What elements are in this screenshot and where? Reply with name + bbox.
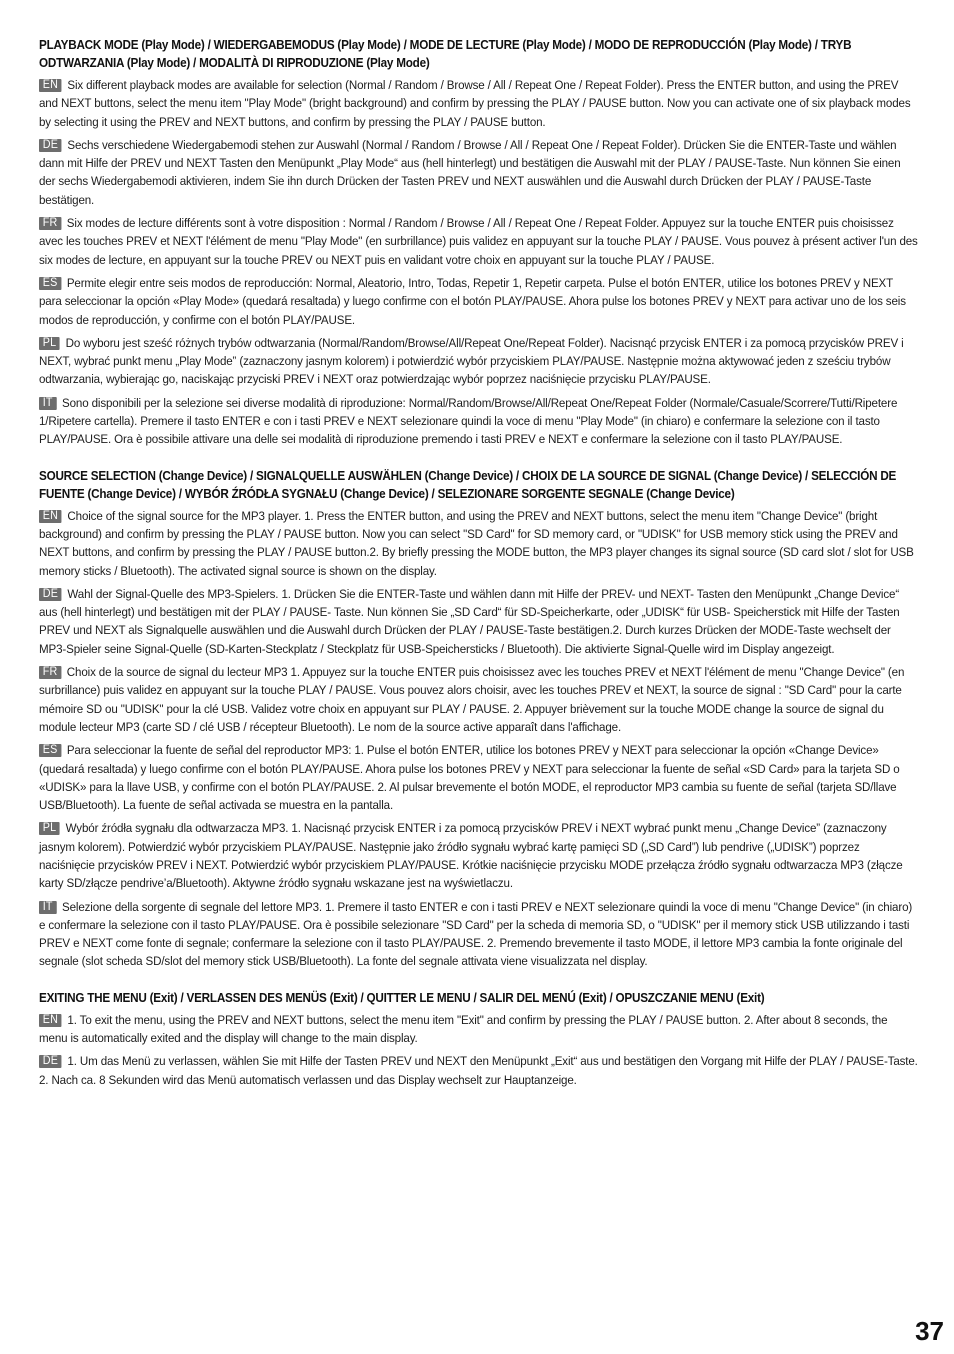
- paragraph-text: Sechs verschiedene Wiedergabemodi stehen zur Auswahl (Normal / Random / Browse / All / Repeat One / Repeat Folder). Drücken Sie die ENTER-Taste und wählen dann mit Hilfe der PREV und NEXT Tasten den Menüpunkt „Play Mode“ aus (hell hinterlegt) und bestätigen die Auswahl mit der PLAY / PAUSE-Taste. Nun können Sie einen der sechs Wiedergabemodi aktivieren, indem Sie ihn durch Drücken der Tasten PREV und NEXT auswählen und die Auswahl durch Drücken der PLAY / PAUSE-Taste bestätigen.: [39, 137, 901, 207]
- language-badge: DE: [39, 588, 62, 601]
- paragraph-text: Permite elegir entre seis modos de reproducción: Normal, Aleatorio, Intro, Todas, Repetir 1, Repetir carpeta. Pulse el botón ENTER, utilice los botones PREV y NEXT para seleccionar la opción «Play Mode» (quedará resaltada) y luego confirme con el botón PLAY/PAUSE. Ahora pulse los botones PREV y NEXT para activar uno de los seis modos de reproducción, y confirme con el botón PLAY/PAUSE.: [39, 275, 906, 327]
- paragraph-es: [39, 274, 918, 329]
- section-source-selection: [39, 467, 915, 971]
- language-badge: IT: [39, 397, 56, 410]
- language-badge: IT: [39, 901, 56, 914]
- paragraph-text: Para seleccionar la fuente de señal del reproductor MP3: 1. Pulse el botón ENTER, utilice los botones PREV y NEXT para seleccionar la opción «Change Device» (quedará resaltada) y luego confirme con el botón PLAY/PAUSE. Ahora pulse los botones PREV y NEXT para seleccionar la fuente de señal «SD Card» para la tarjeta SD o «UDISK» para la llave USB, y confirme con el botón PLAY/PAUSE. 2. Al pulsar brevemente el botón MODE, el reproductor MP3 cambia su fuente de señal (tarjeta SD/llave USB/Bluetooth). La fuente de señal activada se muestra en la pantalla.: [39, 743, 900, 813]
- paragraph-fr: [39, 663, 918, 736]
- paragraph-en: [39, 76, 918, 131]
- paragraph-de: [39, 1052, 918, 1089]
- paragraph-text: Six modes de lecture différents sont à votre disposition : Normal / Random / Browse / All / Repeat One / Repeat Folder. Appuyez sur la touche ENTER puis choisissez avec les touches PREV et NEXT l'élément de menu "Play Mode" (en surbrillance) puis validez en appuyant sur la touche PLAY / PAUSE. Vous pouvez à présent activer l'un des six modes de lecture, en appuyant sur la touche PREV ou NEXT puis en validant votre choix en appuyant sur la touche PLAY / PAUSE.: [39, 216, 918, 267]
- section-play-mode: [39, 36, 918, 449]
- page-content: [39, 36, 918, 1107]
- language-badge: PL: [39, 822, 60, 835]
- language-badge: EN: [39, 1014, 62, 1027]
- paragraph-it: [39, 394, 918, 449]
- paragraph-text: Six different playback modes are available for selection (Normal / Random / Browse / All / Repeat One / Repeat Folder). Press the ENTER button, and using the PREV and NEXT buttons, select the menu item "Play Mode" (bright background) and confirm by pressing the PLAY / PAUSE button. Now you can activate one of six playback modes by selecting it using the PREV and NEXT buttons, and confirm by pressing the PLAY / PAUSE button.: [39, 78, 911, 129]
- language-badge: DE: [39, 139, 62, 152]
- language-badge: EN: [39, 79, 62, 92]
- section-exit-menu: [39, 989, 918, 1089]
- section-heading: PLAYBACK MODE (Play Mode) / WIEDERGABEMODUS (Play Mode) / MODE DE LECTURE (Play Mode) / MODO DE REPRODUCCIÓN (Play Mode) / TRYB ODTWARZANIA (Play Mode) / MODALITÀ DI RIPRODUZIONE (Play Mode): [39, 38, 852, 70]
- language-badge: FR: [39, 666, 61, 679]
- paragraph-text: Choix de la source de signal du lecteur MP3 1. Appuyez sur la touche ENTER puis choisissez avec les touches PREV et NEXT l'élément de menu "Change Device" (en surbrillance) puis validez en appuyant sur la touche PLAY / PAUSE. Vous pouvez alors choisir, avec les touches PREV et NEXT, la source de signal : "SD Card" pour la carte mémoire SD ou "UDISK" pour la clé USB. Validez votre choix en appuyant sur PLAY / PAUSE. 2. Appuyer brièvement sur la touche MODE change la source de signal du module lecteur MP3 (carte SD / clé USB / récepteur Bluetooth). Le nom de la source active apparaît dans l'affichage.: [39, 665, 905, 734]
- paragraph-pl: [39, 819, 918, 892]
- paragraph-de: [39, 136, 918, 209]
- paragraph-de: [39, 585, 918, 658]
- language-badge: PL: [39, 337, 60, 350]
- paragraph-en: [39, 1011, 918, 1048]
- paragraph-text: Sono disponibili per la selezione sei diverse modalità di riproduzione: Normal/Random/Browse/All/Repeat One/Repeat Folder (Normale/Casuale/Scorrere/Tutti/Ripetere 1/Ripetere cartella). Premere il tasto ENTER e con i tasti PREV e NEXT selezionare quindi la voce di menu "Play Mode" (in chiaro) e confermare la selezione con il tasto PLAY/PAUSE. Ora è possibile attivare una delle sei modalità di riproduzione premendo i tasti PREV e NEXT e confermare la selezione con il tasto PLAY/PAUSE.: [39, 395, 898, 447]
- paragraph-text: Selezione della sorgente di segnale del lettore MP3. 1. Premere il tasto ENTER e con i tasti PREV e NEXT selezionare quindi la voce di menu "Change Device" (in chiaro) e confermare la selezione con il tasto PLAY/PAUSE. Ora è possibile selezionare "SD Card" per la scheda di memoria SD, o "UDISK" per il memory stick USB utilizzando i tasti PREV e NEXT come fonte di segnale; confermare la selezione con il tasto PLAY/PAUSE. 2. Premendo brevemente il tasto MODE, il lettore MP3 cambia la fonte originale del segnale (slot scheda SD/slot del memory stick USB/Bluetooth). La fonte del segnale attivata viene visualizzata nel display.: [39, 899, 913, 969]
- paragraph-text: Choice of the signal source for the MP3 player. 1. Press the ENTER button, and using the PREV and NEXT buttons, select the menu item "Change Device" (bright background) and confirm by pressing the PLAY / PAUSE button. Now you can select "SD Card" for SD memory card, or "UDISK" for USB memory stick using the PREV and NEXT buttons, and confirm by pressing the PLAY / PAUSE button.2. By briefly pressing the MODE button, the MP3 player changes its signal source (SD card slot / slot for USB memory sticks / Bluetooth). The activated signal source is shown on the display.: [39, 508, 914, 578]
- paragraph-text: 1. Um das Menü zu verlassen, wählen Sie mit Hilfe der Tasten PREV und NEXT den Menüpunkt „Exit“ aus und bestätigen den Vorgang mit Hilfe der PLAY / PAUSE-Taste. 2. Nach ca. 8 Sekunden wird das Menü automatisch verlassen und das Display wechselt zur Hauptanzeige.: [39, 1054, 918, 1087]
- paragraph-it: [39, 898, 918, 971]
- page-number: 37: [915, 1316, 944, 1346]
- section-heading: SOURCE SELECTION (Change Device) / SIGNALQUELLE AUSWÄHLEN (Change Device) / CHOIX DE LA SOURCE DE SIGNAL (Change Device) / SELECCIÓN DE FUENTE (Change Device) / WYBÓR ŹRÓDŁA SYGNAŁU (Change Device) / SELEZIONARE SORGENTE SEGNALE (Change Device): [39, 468, 897, 501]
- language-badge: DE: [39, 1055, 62, 1068]
- language-badge: EN: [39, 510, 62, 523]
- paragraph-text: Do wyboru jest sześć różnych trybów odtwarzania (Normal/Random/Browse/All/Repeat One/Repeat Folder). Nacisnąć przycisk ENTER i za pomocą przycisków PREV i NEXT, wybrać punkt menu „Play Mode” (zaznaczony jasnym kolorem) i potwierdzić wybór przyciskiem PLAY/PAUSE. Następnie można aktywować jeden z sześciu trybów odtwarzania, wybierając go, naciskając przyciski PREV i NEXT oraz potwierdzając wybór poprzez naciśnięcie przycisku PLAY/PAUSE.: [39, 335, 904, 387]
- section-heading: EXITING THE MENU (Exit) / VERLASSEN DES MENÜS (Exit) / QUITTER LE MENU / SALIR DEL MENÚ (Exit) / OPUSZCZANIE MENU (Exit): [39, 990, 765, 1005]
- paragraph-fr: [39, 214, 918, 269]
- paragraph-text: Wybór źródła sygnału dla odtwarzacza MP3. 1. Nacisnąć przycisk ENTER i za pomocą przycisków PREV i NEXT wybrać punkt menu „Change Device” (zaznaczony jasnym kolorem). Potwierdzić wybór przyciskiem PLAY/PAUSE. Następnie jako źródło sygnału wybrać kartę pamięci SD („SD Card”) lub pendrive („UDISK”) poprzez naciśnięcie przycisków PREV i NEXT. Potwierdzić wybór przyciskiem PLAY/PAUSE. Krótkie naciśnięcie przycisku MODE przełącza źródło sygnału odtwarzacza MP3 (złącze karty SD/złącze pendrive’a/Bluetooth). Aktywne źródło sygnału wskazane jest na wyświetlaczu.: [39, 821, 903, 891]
- language-badge: ES: [39, 744, 61, 757]
- paragraph-en: [39, 507, 918, 580]
- paragraph-text: 1. To exit the menu, using the PREV and NEXT buttons, select the menu item "Exit" and confirm by pressing the PLAY / PAUSE button. 2. After about 8 seconds, the menu is automatically exited and the display will change to the main display.: [39, 1012, 888, 1046]
- language-badge: ES: [39, 277, 61, 290]
- paragraph-es: [39, 741, 918, 814]
- paragraph-pl: [39, 334, 918, 389]
- language-badge: FR: [39, 217, 61, 230]
- paragraph-text: Wahl der Signal-Quelle des MP3-Spielers. 1. Drücken Sie die ENTER-Taste und wählen dann mit Hilfe der PREV- und NEXT- Tasten den Menüpunkt „Change Device“ aus (hell hinterlegt) und bestätigen mit der PLAY / PAUSE- Taste. Nun können Sie „SD Card“ für SD-Speicherkarte, oder „UDISK“ für USB- Speicherstick mit Hilfe der Tasten PREV und NEXT als Signalquelle auswählen und die Auswahl durch Drücken der PLAY / PAUSE-Taste bestätigen.2. Durch kurzes Drücken der MODE-Taste wechselt der MP3-Spieler seine Signal-Quelle (SD-Karten-Steckplatz / Steckplatz für USB-Speichersticks / Bluetooth). Die aktivierte Signal-Quelle wird im Display angezeigt.: [39, 586, 900, 656]
